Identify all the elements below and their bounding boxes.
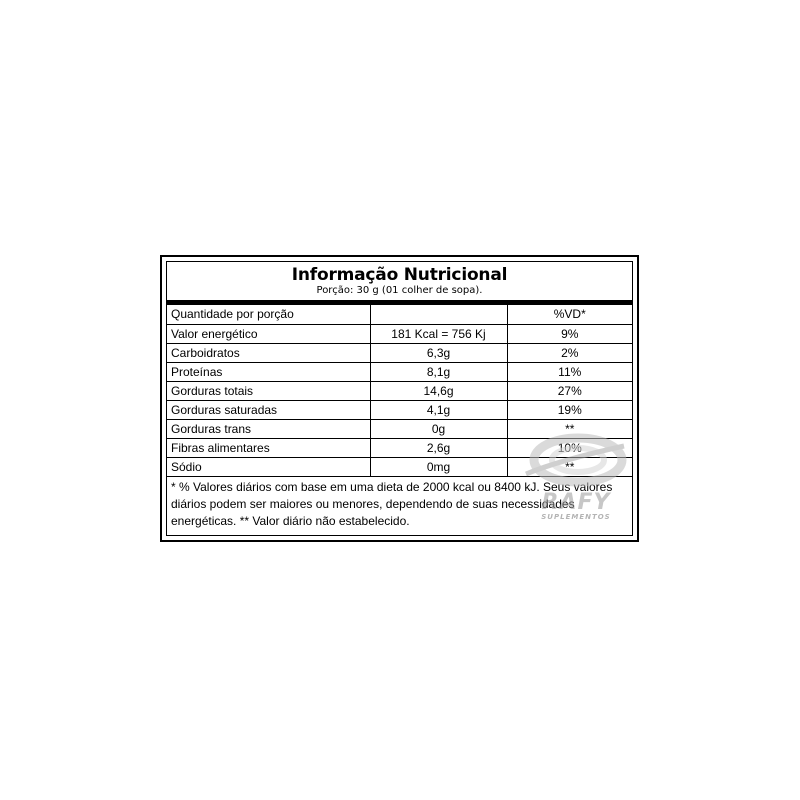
nutrient-name: Gorduras trans [167,419,370,438]
table-row [167,324,632,343]
table-row [167,381,632,400]
watermark-brand: RAFY [541,490,611,515]
table-row [167,457,632,476]
header-name-cell: Quantidade por porção [167,305,370,324]
nutrient-name: Gorduras totais [167,381,370,400]
nutrient-daily-value: 27% [507,381,632,400]
nutrient-quantity: 0g [370,419,507,438]
label-subtitle: Porção: 30 g (01 colher de sopa). [316,285,483,296]
table-row [167,362,632,381]
nutrient-daily-value: 19% [507,400,632,419]
nutrition-label [160,255,639,542]
nutrient-quantity: 0mg [370,457,507,476]
nutrient-daily-value: ** [507,419,632,438]
nutrient-name: Fibras alimentares [167,438,370,457]
nutrient-daily-value: 9% [507,324,632,343]
nutrition-table [167,305,632,477]
nutrient-name: Proteínas [167,362,370,381]
nutrient-quantity: 2,6g [370,438,507,457]
nutrient-quantity: 8,1g [370,362,507,381]
nutrient-name: Carboidratos [167,343,370,362]
nutrient-daily-value: 10% [507,438,632,457]
nutrient-daily-value: ** [507,457,632,476]
nutrient-daily-value: 11% [507,362,632,381]
header-vd-cell: %VD* [507,305,632,324]
label-title: Informação Nutricional [291,265,508,285]
watermark-tagline: SUPLEMENTOS [541,513,611,521]
nutrient-quantity: 6,3g [370,343,507,362]
table-row [167,343,632,362]
nutrient-quantity: 4,1g [370,400,507,419]
nutrient-quantity: 14,6g [370,381,507,400]
label-header [167,262,632,300]
table-header-row [167,305,632,324]
label-footnote: * % Valores diários com base em uma dieta de 2000 kcal ou 8400 kJ. Seus valores diários podem ser maiores ou menores, dependendo de suas necessidades energéticas. ** Valor diário não estabelecido. [171,479,613,528]
nutrient-name: Valor energético [167,324,370,343]
nutrient-name: Gorduras saturadas [167,400,370,419]
table-row [167,419,632,438]
header-qty-cell [370,305,507,324]
table-row [167,438,632,457]
nutrient-daily-value: 2% [507,343,632,362]
table-row [167,400,632,419]
nutrition-label-inner [166,261,633,536]
nutrient-name: Sódio [167,457,370,476]
nutrient-quantity: 181 Kcal = 756 Kj [370,324,507,343]
